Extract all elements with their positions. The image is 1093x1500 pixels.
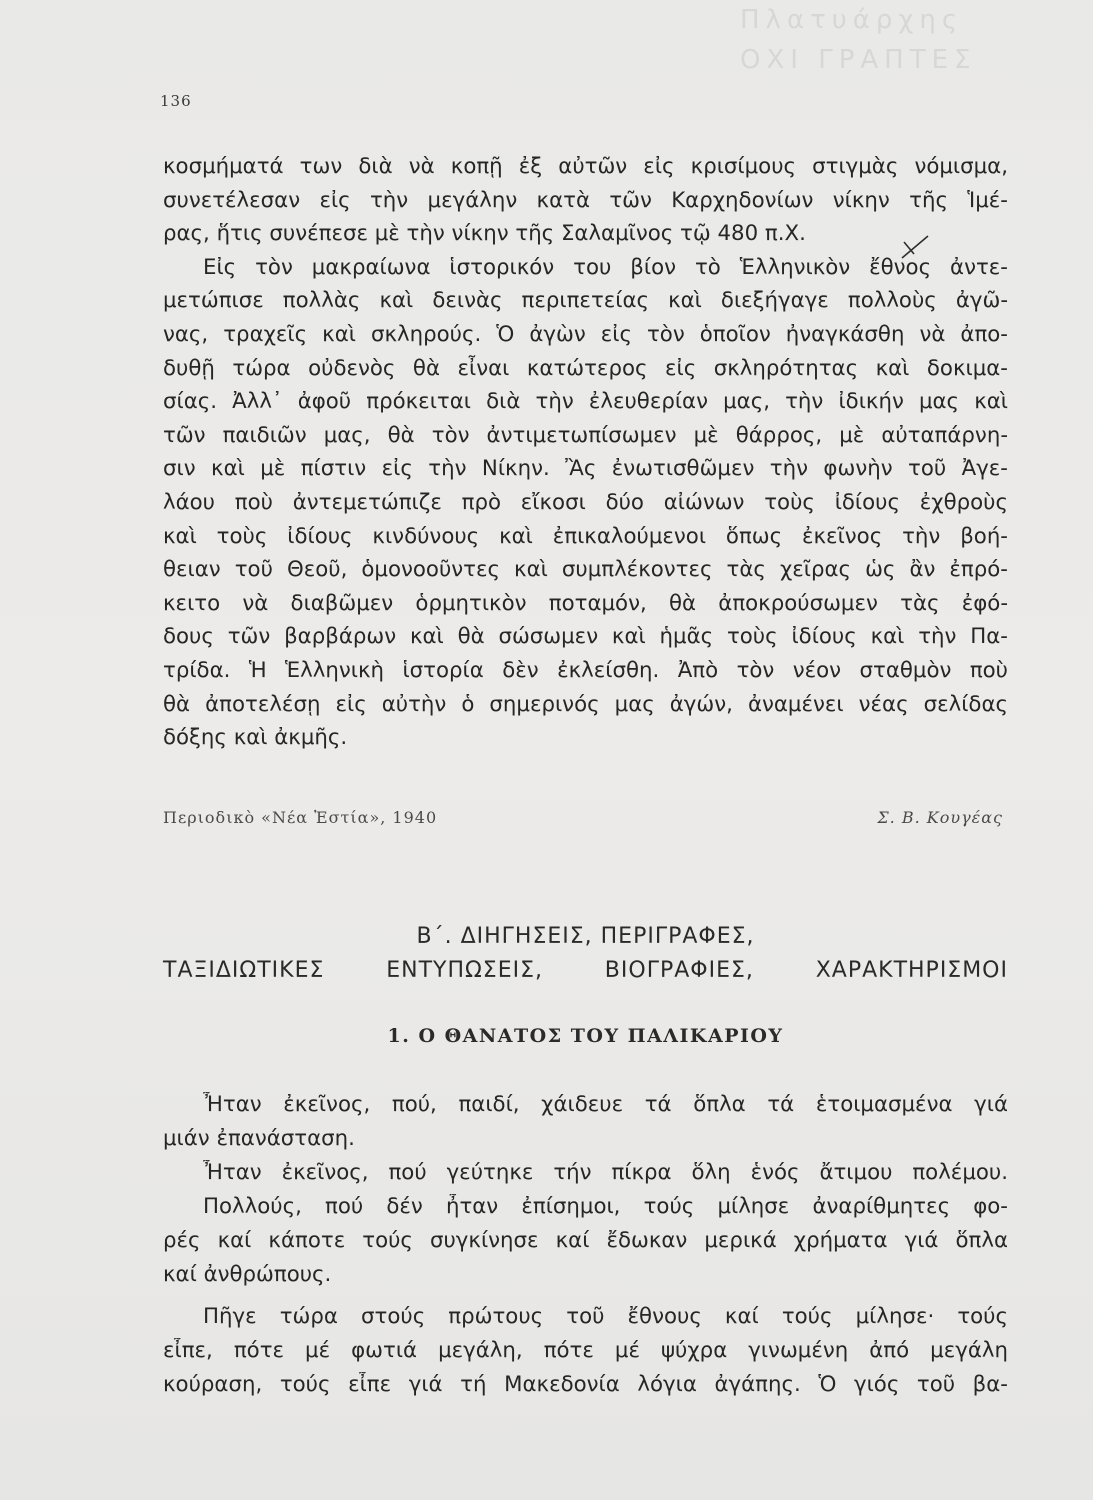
- story-title: 1. Ο ΘΑΝΑΤΟΣ ΤΟΥ ΠΑΛΙΚΑΡΙΟΥ: [387, 1025, 784, 1047]
- text-line: μιάν ἐπανάσταση.: [163, 1126, 355, 1151]
- text-line: δόξης καὶ ἀκμῆς.: [163, 725, 348, 751]
- bleed-line: Πλατυάρχης: [740, 5, 964, 35]
- text-line: κούραση, τούς εἶπε γιά τή Μακεδονία λόγια ἀγάπης. Ὁ γιός τοῦ βα-: [163, 1372, 1008, 1397]
- text-line: μετώπισε πολλὰς καὶ δεινὰς περιπετείας καὶ διεξήγαγε πολλοὺς ἀγῶ-: [163, 288, 1008, 314]
- paragraph-gap: [163, 1296, 1008, 1304]
- text-line: ρές καί κάποτε τούς συγκίνησε καί ἔδωκαν μερικά χρήματα γιά ὅπλα: [163, 1228, 1008, 1253]
- text-line: συνετέλεσαν εἰς τὴν μεγάλην κατὰ τῶν Καρχηδονίων νίκην τῆς Ἱμέ-: [163, 187, 1008, 213]
- text-line: Ἦταν ἐκεῖνος, πού, παιδί, χάιδευε τά ὅπλα τά ἑτοιμασμένα γιά: [203, 1092, 1008, 1117]
- text-line: Πολλούς, πού δέν ἦταν ἐπίσημοι, τούς μίλησε ἀναρίθμητες φο-: [203, 1194, 1008, 1219]
- text-line: θειαν τοῦ Θεοῦ, ὁμονοοῦντες καὶ συμπλέκοντες τὰς χεῖρας ὡς ἂν ἐπρό-: [163, 557, 1008, 583]
- bleed-line: ΟΧΙ ΓΡΑΠΤΕΣ: [740, 45, 977, 75]
- text-line: τῶν παιδιῶν μας, θὰ τὸν ἀντιμετωπίσωμεν μὲ θάρρος, μὲ αὐταπάρνη-: [163, 422, 1008, 448]
- page-number: 136: [160, 92, 192, 110]
- citation-source: Περιοδικὸ «Νέα Ἑστία», 1940: [163, 808, 438, 827]
- text-line: Πῆγε τώρα στούς πρώτους τοῦ ἔθνους καί τούς μίλησε· τούς: [203, 1304, 1008, 1329]
- text-line: θὰ ἀποτελέσῃ εἰς αὐτὴν ὁ σημερινός μας ἀγών, ἀναμένει νέας σελίδας: [163, 691, 1008, 717]
- bleed-through-text: [740, 0, 1093, 120]
- section-title: Β΄. ΔΙΗΓΗΣΕΙΣ, ΠΕΡΙΓΡΑΦΕΣ,: [416, 924, 755, 949]
- text-line: σίας. Ἀλλ᾽ ἀφοῦ πρόκειται διὰ τὴν ἐλευθερίαν μας, τὴν ἰδικήν μας καὶ: [163, 389, 1008, 415]
- text-line: σιν καὶ μὲ πίστιν εἰς τὴν Νίκην. Ἂς ἐνωτισθῶμεν τὴν φωνὴν τοῦ Ἀγε-: [163, 456, 1008, 482]
- text-line: Ἦταν ἐκεῖνος, πού γεύτηκε τήν πίκρα ὅλη ἑνός ἄτιμου πολέμου.: [203, 1160, 1008, 1185]
- citation-author: Σ. Β. Κουγέας: [877, 808, 1003, 827]
- pen-mark-icon: [898, 232, 932, 262]
- essay-text: [163, 150, 1008, 755]
- text-line: καὶ τοὺς ἰδίους κινδύνους καὶ ἐπικαλούμενοι ὅπως ἐκεῖνος τὴν βοή-: [163, 523, 1008, 549]
- text-line: δυθῇ τώρα οὐδενὸς θὰ εἶναι κατώτερος εἰς σκληρότητας καὶ δοκιμα-: [163, 355, 1008, 381]
- text-line: καί ἀνθρώπους.: [163, 1262, 332, 1287]
- text-line: νας, τραχεῖς καὶ σκληρούς. Ὁ ἀγὼν εἰς τὸν ὁποῖον ἠναγκάσθη νὰ ἀπο-: [163, 321, 1008, 347]
- text-line: εἶπε, πότε μέ φωτιά μεγάλη, πότε μέ ψύχρα γινωμένη ἀπό μεγάλη: [163, 1338, 1008, 1363]
- text-line: κοσμήματά των διὰ νὰ κοπῇ ἐξ αὐτῶν εἰς κρισίμους στιγμὰς νόμισμα,: [163, 154, 1008, 179]
- text-line: ρας, ἥτις συνέπεσε μὲ τὴν νίκην τῆς Σαλαμῖνος τῷ 480 π.Χ.: [163, 221, 806, 247]
- text-line: λάου ποὺ ἀντεμετώπιζε πρὸ εἴκοσι δύο αἰώνων τοὺς ἰδίους ἐχθροὺς: [163, 489, 1008, 515]
- text-line: Εἰς τὸν μακραίωνα ἱστορικόν του βίον τὸ Ἑλληνικὸν ἔθνος ἀντε-: [203, 254, 1008, 280]
- text-line: δους τῶν βαρβάρων καὶ θὰ σώσωμεν καὶ ἡμᾶς τοὺς ἰδίους καὶ τὴν Πα-: [163, 624, 1008, 650]
- story-text: [163, 1092, 1008, 1406]
- section-subtitle: ΤΑΞΙΔΙΩΤΙΚΕΣ ΕΝΤΥΠΩΣΕΙΣ, ΒΙΟΓΡΑΦΙΕΣ, ΧΑΡΑΚΤΗΡΙΣΜΟΙ: [163, 958, 1008, 983]
- text-line: κειτο νὰ διαβῶμεν ὁρμητικὸν ποταμόν, θὰ ἀποκρούσωμεν τὰς ἐφό-: [163, 590, 1008, 616]
- text-line: τρίδα. Ἡ Ἑλληνικὴ ἱστορία δὲν ἐκλείσθη. Ἀπὸ τὸν νέον σταθμὸν ποὺ: [163, 657, 1008, 683]
